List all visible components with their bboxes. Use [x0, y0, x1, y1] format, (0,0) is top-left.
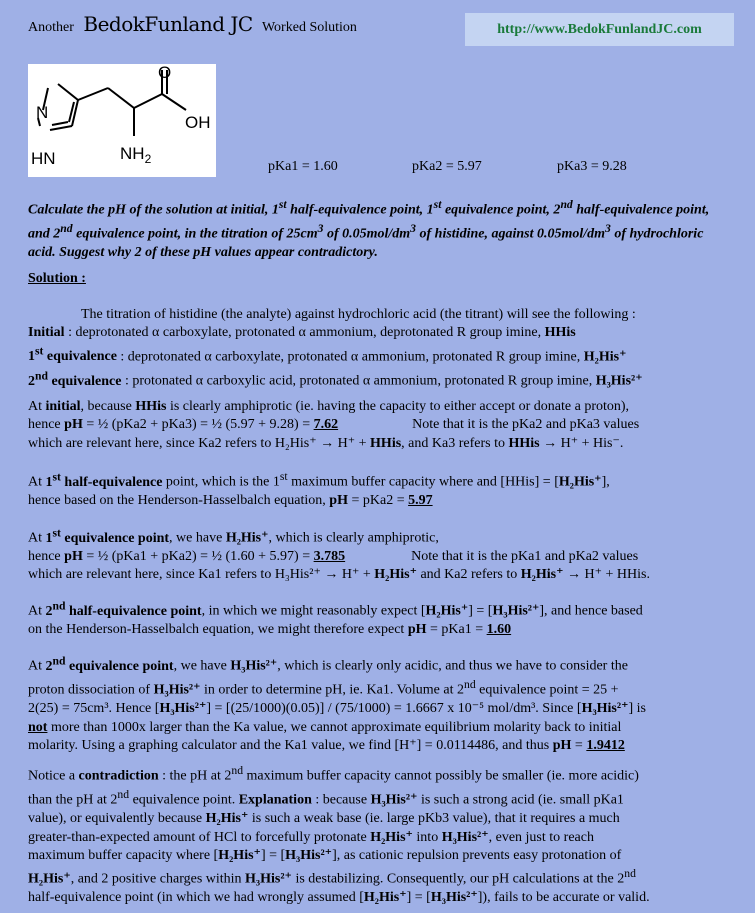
- pka1-value: pKa1 = 1.60: [268, 159, 338, 174]
- initial-ph-answer: 7.62: [313, 417, 339, 433]
- intro-line: The titration of histidine (the analyte) against hydrochloric acid (the titrant) will see the following :: [81, 307, 636, 322]
- site-url-box[interactable]: [465, 13, 734, 46]
- initial-paragraph: At initial, because HHis is clearly amphiprotic (ie. having the capacity to either accept or donate a proton), hence pH = ½ (pKa2 + pKa3) = ½ (5.97 + 9.28) = 7.62 Note that it is the pKa2 and pKa3 values which are relevant here, since Ka2 refers to H₂His⁺ → H⁺ + HHis, and Ka3 refers to HHis → H⁺ + His⁻.: [28, 399, 640, 451]
- histidine-structure-image: [28, 64, 216, 177]
- hydroxyl-oh-label: OH: [185, 113, 211, 132]
- ring-n-label: N: [36, 103, 49, 122]
- header: [28, 12, 357, 36]
- question-text: Calculate the pH of the solution at initial, 1st half-equivalence point, 1st equivalence point, 2nd half-equivalence point, and 2nd equivalence point, in the titration of $25cm^3$ of $0.05mol/dm^3$ of histidine, against $0.05mol/dm^3$ of hydrochloric acid. Suggest why 2 of these pH values appear contradictory.: [28, 198, 710, 261]
- carbonyl-o-label: O: [158, 64, 172, 82]
- solution-heading: Solution :: [28, 271, 86, 286]
- equivalence-1-paragraph: At 1st equivalence point, we have H₂His⁺, which is clearly amphiprotic, hence pH = ½ (pKa1 + pKa2) = ½ (1.60 + 5.97) = 3.785 Note that it is the pKa1 and pKa2 values which are relevant here, since Ka1 refers to H₃His²⁺ → H⁺ + H₂His⁺ and Ka2 refers to H₂His⁺ → H⁺ + HHis.: [28, 526, 650, 583]
- pka3-value: pKa3 = 9.28: [557, 159, 627, 174]
- half-eq-1-ph-answer: 5.97: [408, 493, 433, 509]
- equivalence-2-paragraph: At 2nd equivalence point, we have H₃His²⁺, which is clearly only acidic, and thus we have to consider the proton dissociation of H₃His²⁺ in order to determine pH, ie. Ka1. Volume at 2nd equivalence point = 25 + 2(25) = 75cm³. Hence [H₃His²⁺] = [(25/1000)(0.05)] / (75/1000) = 1.6667 x 10⁻⁵ mol/dm³. Since [H₃His²⁺] is not more than 1000x larger than the Ka value, we cannot approximate equilibrium molarity back to initial molarity. Using a graphing calculator and the Ka1 value, we find [H⁺] = 0.0114486, and thus pH = 1.9412: [28, 654, 646, 753]
- intro-section: [28, 306, 728, 391]
- site-url-link[interactable]: http://www.BedokFunlandJC.com: [497, 21, 702, 37]
- amine-nh2-label: $NH_2$: [120, 144, 152, 166]
- eq-2-ph-answer: 1.9412: [586, 737, 625, 753]
- half-eq-2-ph-answer: 1.60: [486, 622, 512, 638]
- half-equivalence-2-paragraph: At 2nd half-equivalence point, in which we might reasonably expect [H₂His⁺] = [H₃His²⁺], and hence based on the Henderson-Hasselbalch equation, we might therefore expect pH = pKa1 = 1.60: [28, 599, 643, 638]
- header-prefix: Another: [28, 20, 74, 35]
- ring-hn-label: HN: [31, 149, 56, 168]
- contradiction-paragraph: Notice a contradiction : the pH at 2nd maximum buffer capacity cannot possibly be smaller (ie. more acidic) than the pH at 2nd equivalence point. Explanation : because H₃His²⁺ is such a strong acid (ie. small pKa1 value), or equivalently because H₂His⁺ is such a weak base (ie. large pKb3 value), that it requires a much greater-than-expected amount of HCl to forcefully protonate H₂His⁺ into H₃His²⁺, even just to reach maximum buffer capacity where [H₂His⁺] = [H₃His²⁺], as cationic repulsion prevents easy protonation of H₂His⁺, and 2 positive charges within H₃His²⁺ is destabilizing. Consequently, our pH calculations at the 2nd half-equivalence point (in which we had wrongly assumed [H₂His⁺] = [H₃His²⁺]), fails to be accurate or valid.: [28, 764, 650, 906]
- pka2-value: pKa2 = 5.97: [412, 159, 482, 174]
- intro-eq1: 1st equivalence : deprotonated α carboxylate, protonated α ammonium, protonated R group imine, H₂His⁺: [28, 344, 627, 365]
- histidine-structure-drawing: [28, 64, 216, 177]
- intro-eq2: 2nd equivalence : protonated α carboxylic acid, protonated α ammonium, protonated R group imine, H₃His²⁺: [28, 368, 643, 389]
- eq-1-ph-answer: 3.785: [313, 549, 346, 565]
- header-suffix: Worked Solution: [261, 20, 357, 35]
- site-logo: BedokFunland JC: [83, 12, 253, 36]
- intro-initial: Initial : deprotonated α carboxylate, protonated α ammonium, deprotonated R group imine, HHis: [28, 325, 576, 341]
- half-equivalence-1-paragraph: At 1st half-equivalence point, which is the 1st maximum buffer capacity where and [HHis] = [H₂His⁺], hence based on the Henderson-Hasselbalch equation, pH = pKa2 = 5.97: [28, 470, 610, 509]
